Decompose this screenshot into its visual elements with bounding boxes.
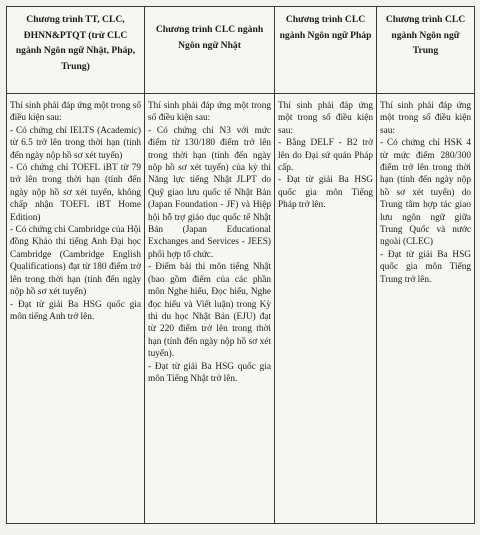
header-cell-program-general: Chương trình TT, CLC, ĐHNN&PTQT (trừ CLC ngành Ngôn ngữ Nhật, Pháp, Trung)	[7, 7, 145, 94]
condition-item: - Đạt từ giải Ba HSG quốc gia môn Tiếng Trung trở lên.	[380, 249, 471, 285]
header-cell-program-french: Chương trình CLC ngành Ngôn ngữ Pháp	[275, 7, 377, 94]
condition-item: - Đạt từ giải Ba HSG quốc gia môn Tiếng Pháp trở lên.	[278, 175, 373, 211]
table-content-row	[7, 94, 475, 524]
condition-item: - Có chứng chỉ IELTS (Academic) từ 6.5 trở lên trong thời hạn (tính đến ngày nộp hồ sơ xét tuyển)	[10, 125, 141, 161]
content-cell-japanese	[145, 94, 275, 524]
admission-conditions-table	[6, 6, 475, 524]
header-japanese-text: Chương trình CLC ngành Ngôn ngữ Nhật	[155, 24, 264, 51]
document-page	[6, 6, 474, 528]
intro-text: Thí sinh phải đáp ứng một trong số điều kiện sau:	[10, 101, 141, 124]
intro-text: Thí sinh phải đáp ứng một trong số điều kiện sau:	[380, 101, 471, 136]
condition-item: - Đạt từ giải Ba HSG quốc gia môn Tiếng Nhật trở lên.	[148, 361, 271, 384]
intro-text: Thí sinh phải đáp ứng một trong số điều kiện sau:	[278, 101, 373, 136]
condition-item: - Có chứng chỉ N3 với mức điểm từ 130/180 điểm trở lên trong thời hạn (tính đến ngày nộp hồ sơ xét tuyển) của kỳ thi Năng lực tiếng Nhật JLPT do Quỹ giao lưu quốc tế Nhật Bản (Japan Foundation - JF) và Hiệp hội hỗ trợ giáo dục quốc tế Nhật Bản (Japan Educational Exchanges and Services - JEES) phối hợp tổ chức.	[148, 125, 271, 260]
condition-item: - Có chứng chỉ Cambridge của Hội đồng Khảo thí tiếng Anh Đại học Cambridge (Cambridge English Qualifications) đạt từ 180 điểm trở lên trong thời hạn (tính đến ngày nộp hồ sơ xét tuyển)	[10, 225, 141, 298]
condition-item: - Đạt từ giải Ba HSG quốc gia môn tiếng Anh trở lên.	[10, 299, 141, 322]
content-cell-general	[7, 94, 145, 524]
content-cell-french	[275, 94, 377, 524]
intro-text: Thí sinh phải đáp ứng một trong số điều kiện sau:	[148, 101, 271, 124]
header-cell-program-japanese	[145, 7, 275, 94]
condition-item: - Bằng DELF - B2 trở lên do Đại sứ quán Pháp cấp.	[278, 138, 373, 174]
condition-item: - Có chứng chỉ TOEFL iBT từ 79 trở lên trong thời hạn (tính đến ngày nộp hồ sơ xét tuyển, không chấp nhận TOEFL iBT Home Edition)	[10, 163, 141, 223]
header-cell-program-chinese: Chương trình CLC ngành Ngôn ngữ Trung	[377, 7, 475, 94]
condition-item: - Có chứng chỉ HSK 4 từ mức điểm 280/300 điểm trở lên trong thời hạn (tính đến ngày nộp hồ sơ xét tuyển) do Trung tâm hợp tác giao lưu ngôn ngữ giữa Trung Quốc và nước ngoài (CLEC)	[380, 138, 471, 248]
condition-item: - Điểm bài thi môn tiếng Nhật (bao gồm điểm của các phần môn Nghe hiểu, Đọc hiểu, Nghe đọc hiểu và Viết luận) trong Kỳ thi du học Nhật Bản (EJU) đạt từ 220 điểm trở lên trong thời hạn (tính đến ngày nộp hồ sơ xét tuyển).	[148, 262, 271, 360]
content-cell-chinese	[377, 94, 475, 524]
table-header-row	[7, 7, 475, 94]
